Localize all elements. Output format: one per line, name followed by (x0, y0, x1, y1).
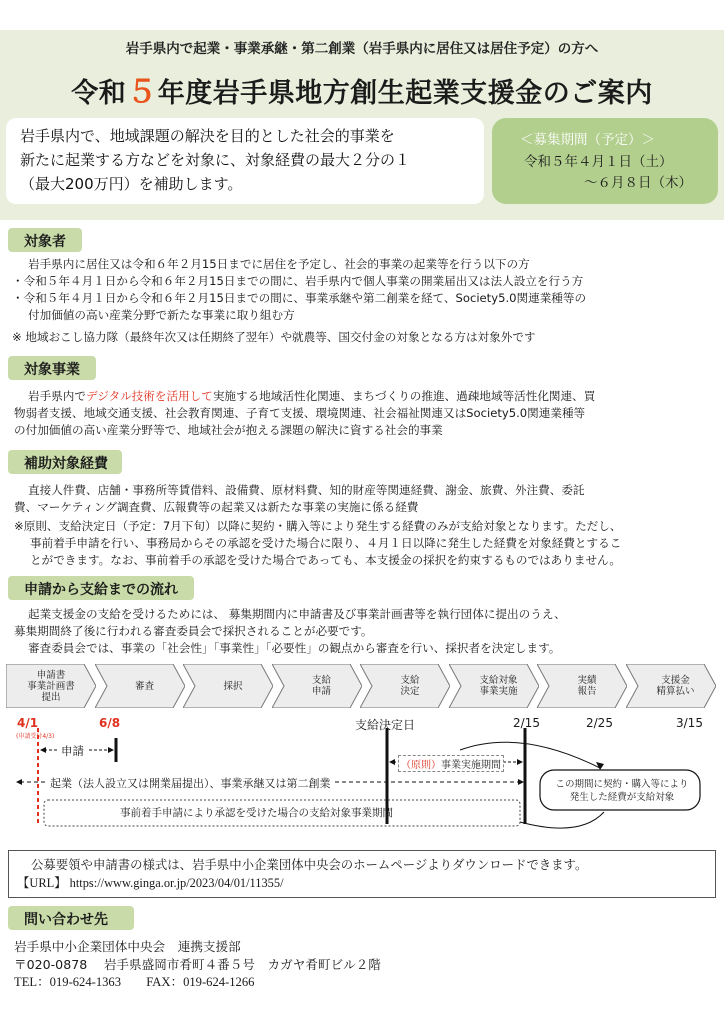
flow-step-label: 審査 (134, 680, 154, 692)
download-notice (8, 850, 716, 898)
target-note: ※ 地域おこし協力隊（最終年次又は任期終了翌年）や就農等、国交付金の対象となる方は対象外です (12, 330, 536, 344)
arrow-head-right (518, 779, 524, 785)
arrow-head-right (517, 759, 523, 765)
date-start-note: (申請受付4/3) (16, 733, 55, 740)
arrow-head-left (40, 747, 46, 753)
date-payment: 3/15 (676, 716, 703, 730)
date-report: 2/25 (586, 716, 613, 730)
principle-mark: （原則） (401, 760, 441, 771)
flow-step-label: 採択 (223, 680, 243, 692)
flow-step (449, 664, 539, 708)
business-text: 岩手県内で (28, 389, 86, 403)
section-label-target: 対象者 (8, 228, 82, 252)
principle-text: 事業実施期間 (441, 760, 501, 771)
section-label-flow: 申請から支給までの流れ (8, 576, 194, 600)
target-line: ・令和５年４月１日から令和６年２月15日までの間に、事業承継や第二創業を経て、Society5.0関連業種等の (12, 291, 587, 305)
target-line: 付加価値の高い産業分野で新たな事業に取り組む方 (28, 308, 295, 322)
period-end: ～６月８日（木） (584, 175, 692, 191)
expense-note: ※原則、支給決定日（予定：7月下旬）以降に契約・購入等により発生する経費のみが支給対象となります。ただし、 (14, 519, 622, 533)
flow-step (626, 664, 716, 708)
business-text: 実施する地域活性化関連、まちづくりの推進、過疎地域等活性化関連、買 (212, 389, 596, 403)
header-subtitle: 岩手県内で起業・事業承継・第二創業（岩手県内に居住又は居住予定）の方へ (125, 41, 599, 57)
expense-line: 費、マーケティング調査費、広報費等の起業又は新たな事業の実施に係る経費 (14, 500, 419, 514)
date-end: 2/15 (513, 716, 540, 730)
note-line: この期間に契約・購入等により (555, 779, 689, 790)
flow-step (537, 664, 627, 708)
intro-line: 岩手県内で、地域課題の解決を目的とした社会的事業を (20, 127, 395, 145)
target-line: ・令和５年４月１日から令和６年２月15日までの間に、岩手県内で個人事業の開業届出又は法人設立を行う方 (12, 274, 584, 288)
business-line: 物弱者支援、地域交通支援、社会教育関連、子育て支援、環境関連、社会福祉関連又はSociety5.0関連業種等 (14, 406, 586, 420)
flow-step (360, 664, 450, 708)
notice-url[interactable]: 【URL】 https://www.ginga.or.jp/2023/04/01/11355/ (17, 876, 284, 890)
arrow-head (596, 762, 604, 770)
flow-step (95, 664, 185, 708)
expense-note: 事前着手申請を行い、事務局からその承認を受けた場合に限り、４月１日以降に発生した経費を対象経費とするこ (30, 536, 622, 550)
title-suffix: 年度岩手県地方創生起業支援金のご案内 (157, 78, 653, 109)
arrow-head-right (108, 747, 114, 753)
target-line: 岩手県内に居住又は令和６年２月15日までに居住を予定し、社会的事業の起業等を行う以下の方 (28, 257, 530, 271)
flow-step-label: 支援金 精算払い (656, 675, 695, 697)
flow-line: 募集期間終了後に行われる審査委員会で採択されることが必要です。 (14, 624, 373, 638)
startup-label: 起業（法人設立又は開業届提出）、事業承継又は第二創業 (46, 775, 335, 791)
title-prefix: 令和 (71, 78, 127, 109)
contact-org: 岩手県中小企業団体中央会 連携支援部 (14, 939, 241, 954)
intro-line: 新たに起業する方などを対象に、対象経費の最大２分の１ (20, 151, 411, 169)
period-start: 令和５年４月１日（土） (524, 154, 673, 170)
date-deadline: 6/8 (99, 716, 121, 730)
digital-highlight: デジタル技術を活用して (85, 389, 213, 403)
intro-line: （最大200万円）を補助します。 (20, 175, 243, 193)
apply-label: 申請 (58, 743, 87, 759)
flow-step (272, 664, 362, 708)
process-flow (6, 664, 718, 708)
curved-arrow (520, 812, 604, 828)
section-label-expenses: 補助対象経費 (8, 450, 122, 474)
flow-step-label: 支給 申請 (311, 675, 331, 697)
flow-line: 審査委員会では、事業の「社会性」「事業性」「必要性」の観点から審査を行い、採択者を決定します。 (28, 641, 561, 655)
contact-phone: TEL：019-624-1363 FAX：019-624-1266 (14, 975, 255, 989)
note-line: 発生した経費が支給対象 (569, 792, 675, 803)
recruitment-period-box (492, 118, 718, 204)
early-start-label: 事前着手申請により承認を受けた場合の支給対象事業期間 (120, 807, 393, 819)
flow-step-label: 支給 決定 (400, 675, 420, 697)
period-heading: ＜募集期間（予定）＞ (520, 132, 655, 148)
notice-line: 公募要領や申請書の様式は、岩手県中小企業団体中央会のホームページよりダウンロードできます。 (31, 857, 588, 872)
intro-box (6, 118, 484, 204)
flow-step-label: 実績 報告 (577, 675, 597, 697)
business-line: の付加価値の高い産業分野等で、地域社会が抱える課題の解決に資する社会的事業 (14, 423, 443, 437)
flow-step-label: 支給対象 事業実施 (479, 675, 518, 697)
business-line (28, 388, 595, 405)
principle-period-label (398, 755, 504, 772)
arrow-head-left (389, 759, 395, 765)
title-year-number: ５ (126, 74, 158, 110)
expense-note: とができます。なお、事前着手の承認を受けた場合であっても、本支援金の採択を約束するものではありません。 (30, 553, 621, 567)
expense-line: 直接人件費、店舗・事務所等賃借料、設備費、原材料費、知的財産等関連経費、謝金、旅費、外注費、委託 (28, 483, 585, 497)
section-label-contact: 問い合わせ先 (8, 906, 134, 930)
flow-line: 起業支援金の支給を受けるためには、 募集期間内に申請書及び事業計画書等を執行団体に提出のうえ、 (28, 607, 566, 621)
flow-step (183, 664, 273, 708)
arrow-head-left (16, 779, 22, 785)
section-label-business: 対象事業 (8, 356, 96, 380)
contact-address: 〒020-0878 岩手県盛岡市肴町４番５号 カガヤ肴町ビル２階 (14, 957, 381, 972)
flow-step (6, 664, 96, 708)
page-title (0, 66, 724, 111)
flow-step-label: 申請書 事業計画書 提出 (27, 669, 75, 703)
date-start: 4/1 (17, 716, 39, 730)
decision-date-label: 支給決定日 (355, 718, 416, 732)
